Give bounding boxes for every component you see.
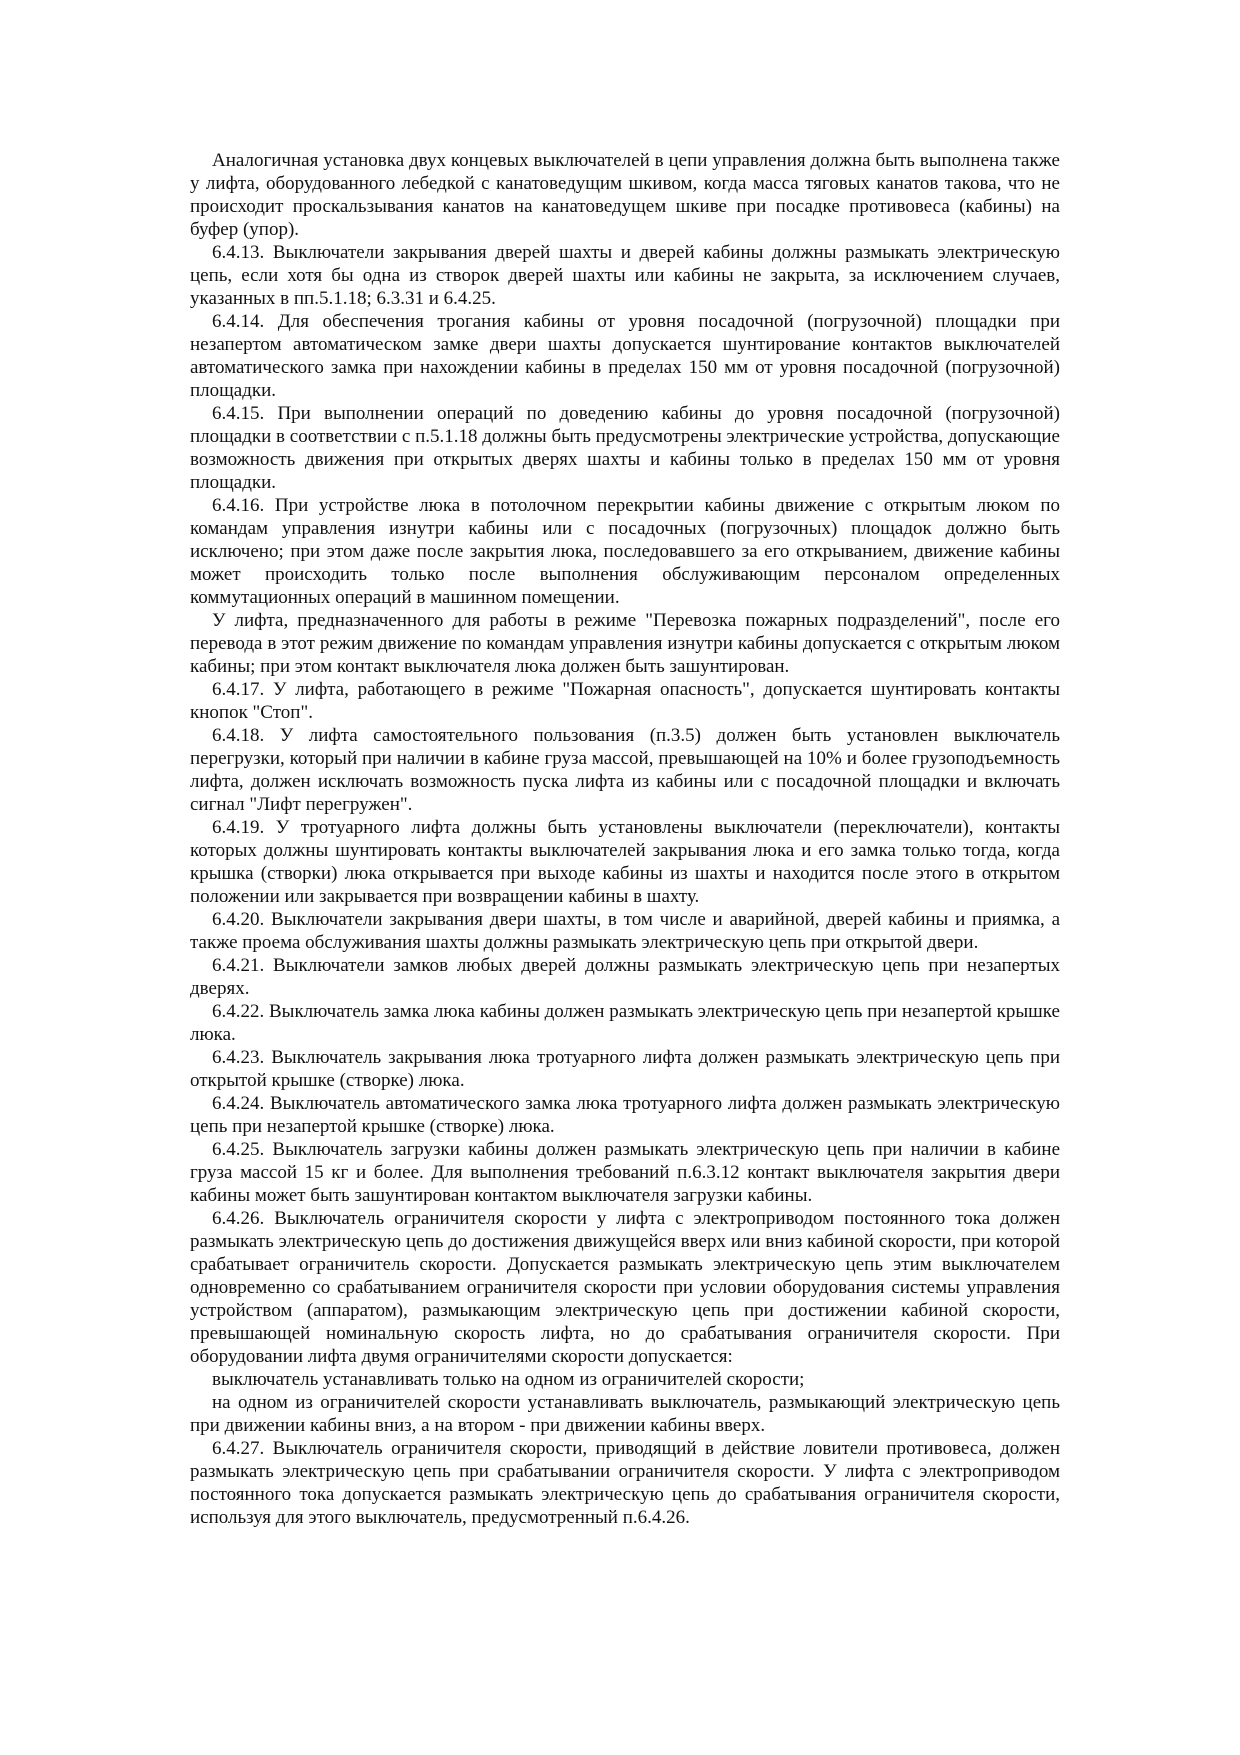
paragraph-6-4-24: 6.4.24. Выключатель автоматического замка люка тротуарного лифта должен размыкать электрическую цепь при незапертой крышке (створке) люка.	[190, 1093, 1060, 1137]
paragraph-6-4-15: 6.4.15. При выполнении операций по доведению кабины до уровня посадочной (погрузочной) площадки в соответствии с п.5.1.18 должны быть предусмотрены электрические устройства, допускающие возможность движения при открытых дверях шахты и кабины только в пределах 150 мм от уровня площадки.	[190, 403, 1060, 493]
paragraph-6-4-22: 6.4.22. Выключатель замка люка кабины должен размыкать электрическую цепь при незапертой крышке люка.	[190, 1001, 1060, 1045]
paragraph-6-4-17: 6.4.17. У лифта, работающего в режиме "Пожарная опасность", допускается шунтировать контакты кнопок "Стоп".	[190, 679, 1060, 723]
paragraph-6-4-13: 6.4.13. Выключатели закрывания дверей шахты и дверей кабины должны размыкать электрическую цепь, если хотя бы одна из створок дверей шахты или кабины не закрыта, за исключением случаев, указанных в пп.5.1.18; 6.3.31 и 6.4.25.	[190, 242, 1060, 309]
paragraph-6-4-27: 6.4.27. Выключатель ограничителя скорости, приводящий в действие ловители противовеса, должен размыкать электрическую цепь при срабатывании ограничителя скорости. У лифта с электроприводом постоянного тока допускается размыкать электрическую цепь до срабатывания ограничителя скорости, используя для этого выключатель, предусмотренный п.6.4.26.	[190, 1438, 1060, 1528]
paragraph-6-4-21: 6.4.21. Выключатели замков любых дверей должны размыкать электрическую цепь при незапертых дверях.	[190, 955, 1060, 999]
paragraph-6-4-14: 6.4.14. Для обеспечения трогания кабины от уровня посадочной (погрузочной) площадки при незапертом автоматическом замке двери шахты допускается шунтирование контактов выключателей автоматического замка при нахождении кабины в пределах 150 мм от уровня посадочной (погрузочной) площадки.	[190, 311, 1060, 401]
paragraph-6-4-19: 6.4.19. У тротуарного лифта должны быть установлены выключатели (переключатели), контакты которых должны шунтировать контакты выключателей закрывания люка и его замка только тогда, когда крышка (створки) люка открывается при выходе кабины из шахты и находится после этого в открытом положении или закрывается при возвращении кабины в шахту.	[190, 817, 1060, 907]
paragraph-6-4-26: 6.4.26. Выключатель ограничителя скорости у лифта с электроприводом постоянного тока должен размыкать электрическую цепь до достижения движущейся вверх или вниз кабиной скорости, при которой срабатывает ограничитель скорости. Допускается размыкать электрическую цепь этим выключателем одновременно со срабатыванием ограничителя скорости при условии оборудования системы управления устройством (аппаратом), размыкающим электрическую цепь при достижении кабиной скорости, превышающей номинальную скорость лифта, но до срабатывания ограничителя скорости. При оборудовании лифта двумя ограничителями скорости допускается:	[190, 1208, 1060, 1367]
paragraph-6-4-23: 6.4.23. Выключатель закрывания люка тротуарного лифта должен размыкать электрическую цепь при открытой крышке (створке) люка.	[190, 1047, 1060, 1091]
document-body	[190, 149, 1060, 1529]
paragraph-twin-limit-switches: Аналогичная установка двух концевых выключателей в цепи управления должна быть выполнена также у лифта, оборудованного лебедкой с канатоведущим шкивом, когда масса тяговых канатов такова, что не происходит проскальзывания канатов на канатоведущем шкиве при посадке противовеса (кабины) на буфер (упор).	[190, 150, 1060, 240]
paragraph-6-4-20: 6.4.20. Выключатели закрывания двери шахты, в том числе и аварийной, дверей кабины и приямка, а также проема обслуживания шахты должны размыкать электрическую цепь при открытой двери.	[190, 909, 1060, 953]
paragraph-list-item-one-limiter: выключатель устанавливать только на одном из ограничителей скорости;	[212, 1369, 805, 1390]
paragraph-6-4-18: 6.4.18. У лифта самостоятельного пользования (п.3.5) должен быть установлен выключатель перегрузки, который при наличии в кабине груза массой, превышающей на 10% и более грузоподъемность лифта, должен исключать возможность пуска лифта из кабины или с посадочной площадки и включать сигнал "Лифт перегружен".	[190, 725, 1060, 815]
paragraph-fire-service-mode: У лифта, предназначенного для работы в режиме "Перевозка пожарных подразделений", после его перевода в этот режим движение по командам управления изнутри кабины допускается с открытым люком кабины; при этом контакт выключателя люка должен быть зашунтирован.	[190, 610, 1060, 677]
paragraph-6-4-16: 6.4.16. При устройстве люка в потолочном перекрытии кабины движение с открытым люком по командам управления изнутри кабины или с посадочных (погрузочных) площадок должно быть исключено; при этом даже после закрытия люка, последовавшего за его открыванием, движение кабины может происходить только после выполнения обслуживающим персоналом определенных коммутационных операций в машинном помещении.	[190, 495, 1060, 608]
paragraph-6-4-25: 6.4.25. Выключатель загрузки кабины должен размыкать электрическую цепь при наличии в кабине груза массой 15 кг и более. Для выполнения требований п.6.3.12 контакт выключателя закрытия двери кабины может быть зашунтирован контактом выключателя загрузки кабины.	[190, 1139, 1060, 1206]
paragraph-list-item-two-limiters: на одном из ограничителей скорости устанавливать выключатель, размыкающий электрическую цепь при движении кабины вниз, а на втором - при движении кабины вверх.	[190, 1392, 1060, 1436]
